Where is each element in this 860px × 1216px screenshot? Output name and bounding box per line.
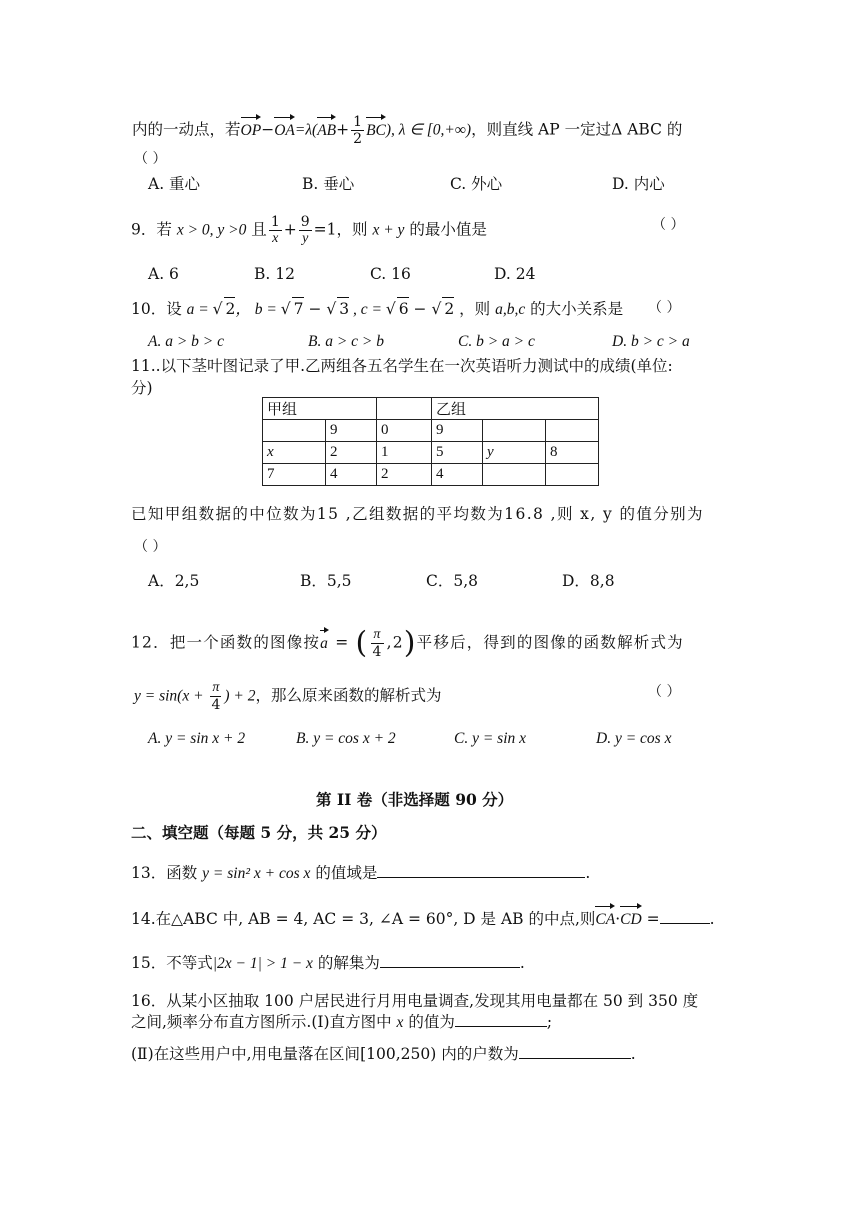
q10-text-b: ，则	[454, 300, 496, 318]
q10-sqrt-c2: 2	[442, 297, 454, 320]
q10-choice-a: A. a > b > c	[148, 333, 225, 350]
q14-end: .	[709, 910, 715, 928]
q12-choice-c: C. y = sin x	[454, 730, 527, 747]
q16-line2-x: x	[396, 1014, 404, 1031]
q14-dot: ·	[615, 910, 621, 928]
q9-choice-b: B. 12	[254, 265, 295, 283]
q11-answer-paren: （ ）	[134, 539, 167, 555]
q9-fraction-1	[269, 214, 282, 247]
vector-bc: BC	[366, 120, 386, 142]
q9-answer-paren: （ ）	[652, 217, 685, 233]
q9-number: 9．	[131, 220, 157, 239]
section-2-subtitle: 二、填空题（每题 5 分，共 25 分）	[131, 823, 387, 842]
q10-a-def: a =	[186, 301, 213, 318]
q16-line-3	[131, 1043, 636, 1065]
q8-choice-d: D. 内心	[612, 175, 665, 193]
table-cell: 2	[326, 442, 377, 464]
table-row	[263, 420, 599, 442]
header-group-yi: 乙组	[432, 398, 599, 420]
table-cell: 4	[432, 464, 483, 486]
q8-frac-den: 2	[353, 131, 363, 147]
q8-answer-paren: （ ）	[134, 151, 167, 167]
q9-choice-d: D. 24	[494, 265, 536, 283]
q14-text-a: 14.在△ABC 中, AB = 4, AC = 3, ∠A = 60°, D 是 AB 的中点,则	[131, 910, 596, 928]
table-header-row	[263, 398, 599, 420]
q16-line-1: 16．从某小区抽取 100 户居民进行月用电量调查,发现其用电量都在 50 到 350 度	[131, 992, 699, 1010]
vector-ca: CA	[595, 909, 615, 931]
table-cell	[263, 420, 326, 442]
table-cell: 0	[377, 420, 432, 442]
q15-number: 15．	[131, 954, 167, 972]
q13-stem	[131, 862, 590, 885]
q10-sqrt-b1: 7	[292, 297, 304, 320]
q12-eq: =	[329, 633, 356, 652]
q9-condition: x > 0, y >0	[176, 221, 247, 239]
q12-fraction	[370, 627, 384, 660]
q8-choice-c: C. 外心	[450, 175, 503, 193]
table-row	[263, 464, 599, 486]
table-cell	[483, 464, 546, 486]
q9-text-c: ，则	[336, 220, 373, 239]
q13-number: 13．	[131, 864, 167, 882]
q16-line2-b: 的值为	[403, 1013, 455, 1031]
q10-number: 10．	[131, 300, 167, 318]
q12-choice-b: B. y = cos x + 2	[296, 730, 396, 747]
vector-a: a	[320, 633, 329, 655]
q9-f2-den: y	[302, 231, 309, 246]
q16-line3-a: (Ⅱ)在这些用户中,用电量落在区间	[131, 1045, 361, 1063]
q11-choice-c: C．5,8	[426, 572, 479, 590]
q9-stem	[131, 214, 487, 247]
q15-text-b: 的解集为	[312, 954, 380, 972]
q15-text-a: 不等式	[166, 954, 213, 972]
q14-eq: =	[641, 910, 660, 928]
q9-f2-num: 9	[300, 214, 310, 230]
q11-after-table: 已知甲组数据的中位数为15 ,乙组数据的平均数为16.8 ,则 x, y 的值分别为	[131, 505, 704, 523]
q10-c-def: , c =	[349, 301, 386, 318]
q12-line2-four: 4	[211, 697, 221, 713]
table-cell	[483, 420, 546, 442]
section-2-title: 第 II 卷（非选择题 90 分）	[316, 790, 514, 809]
q16-line3-b: 内的户数为	[436, 1045, 519, 1063]
q15-answer-blank[interactable]	[380, 967, 520, 968]
q9-text-b: 且	[246, 220, 267, 239]
q16-line2-a: 之间,频率分布直方图所示.(Ⅰ)直方图中	[131, 1013, 397, 1031]
q10-text-a: 设	[166, 300, 187, 318]
q16-line-2	[131, 1011, 552, 1034]
q12-line2-b: ) + 2	[224, 687, 256, 705]
q8-choice-a: A. 重心	[148, 175, 201, 193]
vector-op: OP	[241, 120, 262, 142]
q11-choice-d: D．8,8	[562, 572, 615, 590]
q16-line3-end: .	[630, 1045, 636, 1063]
q14-answer-blank[interactable]	[660, 923, 710, 924]
vector-oa: OA	[274, 120, 295, 142]
q12-answer-paren: （ ）	[648, 684, 681, 700]
q12-line2-a: y = sin(x +	[134, 687, 208, 705]
q10-sqrt-b2: 3	[337, 297, 349, 320]
q8-suffix: ，则直线 AP 一定过Δ ABC 的	[471, 120, 683, 139]
q8-condition: ), λ ∈ [0,+∞)	[385, 121, 472, 139]
q12-line-2	[134, 680, 442, 713]
q9-choice-a: A. 6	[148, 265, 179, 283]
q12-text-b: 平移后，得到的图像的函数解析式为	[416, 633, 684, 652]
q10-choice-b: B. a > c > b	[308, 333, 385, 350]
q16-answer-blank-1[interactable]	[455, 1026, 547, 1027]
table-cell: 8	[546, 442, 599, 464]
q16-line2-end: ;	[546, 1013, 553, 1031]
table-cell: x	[263, 442, 326, 464]
q10-vars: a,b,c	[495, 301, 526, 318]
q12-stem	[131, 627, 684, 660]
q9-expr: x + y	[372, 221, 405, 239]
header-group-jia: 甲组	[263, 398, 377, 420]
q15-end: .	[519, 954, 525, 972]
q8-stem	[132, 114, 682, 147]
q10-minus-2: −	[408, 300, 432, 318]
q12-four: 4	[372, 644, 383, 660]
q10-choice-c: C. b > a > c	[458, 333, 535, 350]
q12-comma-two: ,2	[386, 633, 404, 652]
table-row	[263, 442, 599, 464]
table-cell: 4	[326, 464, 377, 486]
table-cell: y	[483, 442, 546, 464]
vector-ab: AB	[317, 120, 336, 142]
q12-line2-c: ，那么原来函数的解析式为	[255, 686, 442, 705]
q16-answer-blank-2[interactable]	[519, 1058, 631, 1059]
table-cell: 1	[377, 442, 432, 464]
q12-text-a: 把一个函数的图像按	[169, 633, 321, 652]
q9-text-d: 的最小值是	[404, 220, 487, 239]
q10-b-def: ， b =	[235, 301, 281, 318]
q11-line-1: 11..以下茎叶图记录了甲.乙两组各五名学生在一次英语听力测试中的成绩(单位:	[131, 357, 673, 375]
header-stem-blank	[377, 398, 432, 420]
q12-right-paren: )	[403, 625, 417, 661]
table-cell: 7	[263, 464, 326, 486]
q10-sqrt-c1: 6	[397, 297, 409, 320]
q8-frac-num: 1	[353, 114, 363, 130]
q8-minus: −	[261, 120, 275, 139]
q9-choice-c: C. 16	[370, 265, 411, 283]
q8-choice-b: B. 垂心	[302, 175, 355, 193]
q12-choice-a: A. y = sin x + 2	[148, 730, 246, 747]
q12-pi: π	[373, 627, 382, 642]
q8-plus: +	[336, 120, 350, 139]
q13-text-b: 的值域是	[310, 864, 378, 882]
table-cell: 9	[326, 420, 377, 442]
q8-eq: =λ(	[294, 121, 318, 139]
q9-plus: +	[283, 220, 297, 239]
q12-line2-fraction	[209, 680, 222, 713]
q9-eq: =1	[313, 220, 337, 239]
q10-minus-1: −	[303, 300, 327, 318]
table-cell	[546, 464, 599, 486]
q10-choice-d: D. b > c > a	[612, 333, 690, 350]
q13-expr: y = sin² x + cos x	[202, 865, 311, 882]
q9-fraction-2	[299, 214, 312, 247]
q11-choice-a: A．2,5	[148, 572, 200, 590]
q10-sqrt-a: 2	[224, 297, 236, 320]
q16-interval: [100,250)	[360, 1045, 437, 1063]
q13-answer-blank[interactable]	[377, 877, 585, 878]
q12-line2-pi: π	[212, 680, 220, 695]
q8-prefix: 内的一动点，若	[132, 120, 241, 139]
stem-leaf-table	[262, 397, 599, 486]
q12-choice-d: D. y = cos x	[596, 730, 672, 747]
vector-cd: CD	[620, 909, 642, 931]
q14-stem	[131, 908, 715, 931]
q15-expr: |2x − 1| > 1 − x	[212, 955, 313, 972]
q11-choice-b: B．5,5	[300, 572, 352, 590]
q12-left-paren: (	[355, 625, 369, 661]
q10-answer-paren: （ ）	[648, 300, 681, 316]
table-cell: 5	[432, 442, 483, 464]
q9-f1-den: x	[272, 231, 279, 246]
q10-stem: 10．设 a = √ 2， b = √ 7 − √ 3 , c = √ 6 − √ 2 ，则 a,b,c 的大小关系是	[131, 297, 623, 321]
q8-fraction	[351, 114, 364, 147]
q15-stem	[131, 952, 525, 975]
table-cell: 2	[377, 464, 432, 486]
q13-end: .	[585, 864, 591, 882]
table-cell	[546, 420, 599, 442]
q9-f1-num: 1	[270, 214, 280, 230]
q13-text-a: 函数	[166, 864, 203, 882]
q10-text-c: 的大小关系是	[525, 300, 624, 318]
q11-line-2: 分)	[131, 379, 153, 397]
table-cell: 9	[432, 420, 483, 442]
q12-number: 12．	[131, 633, 170, 652]
q9-text-a: 若	[156, 220, 177, 239]
